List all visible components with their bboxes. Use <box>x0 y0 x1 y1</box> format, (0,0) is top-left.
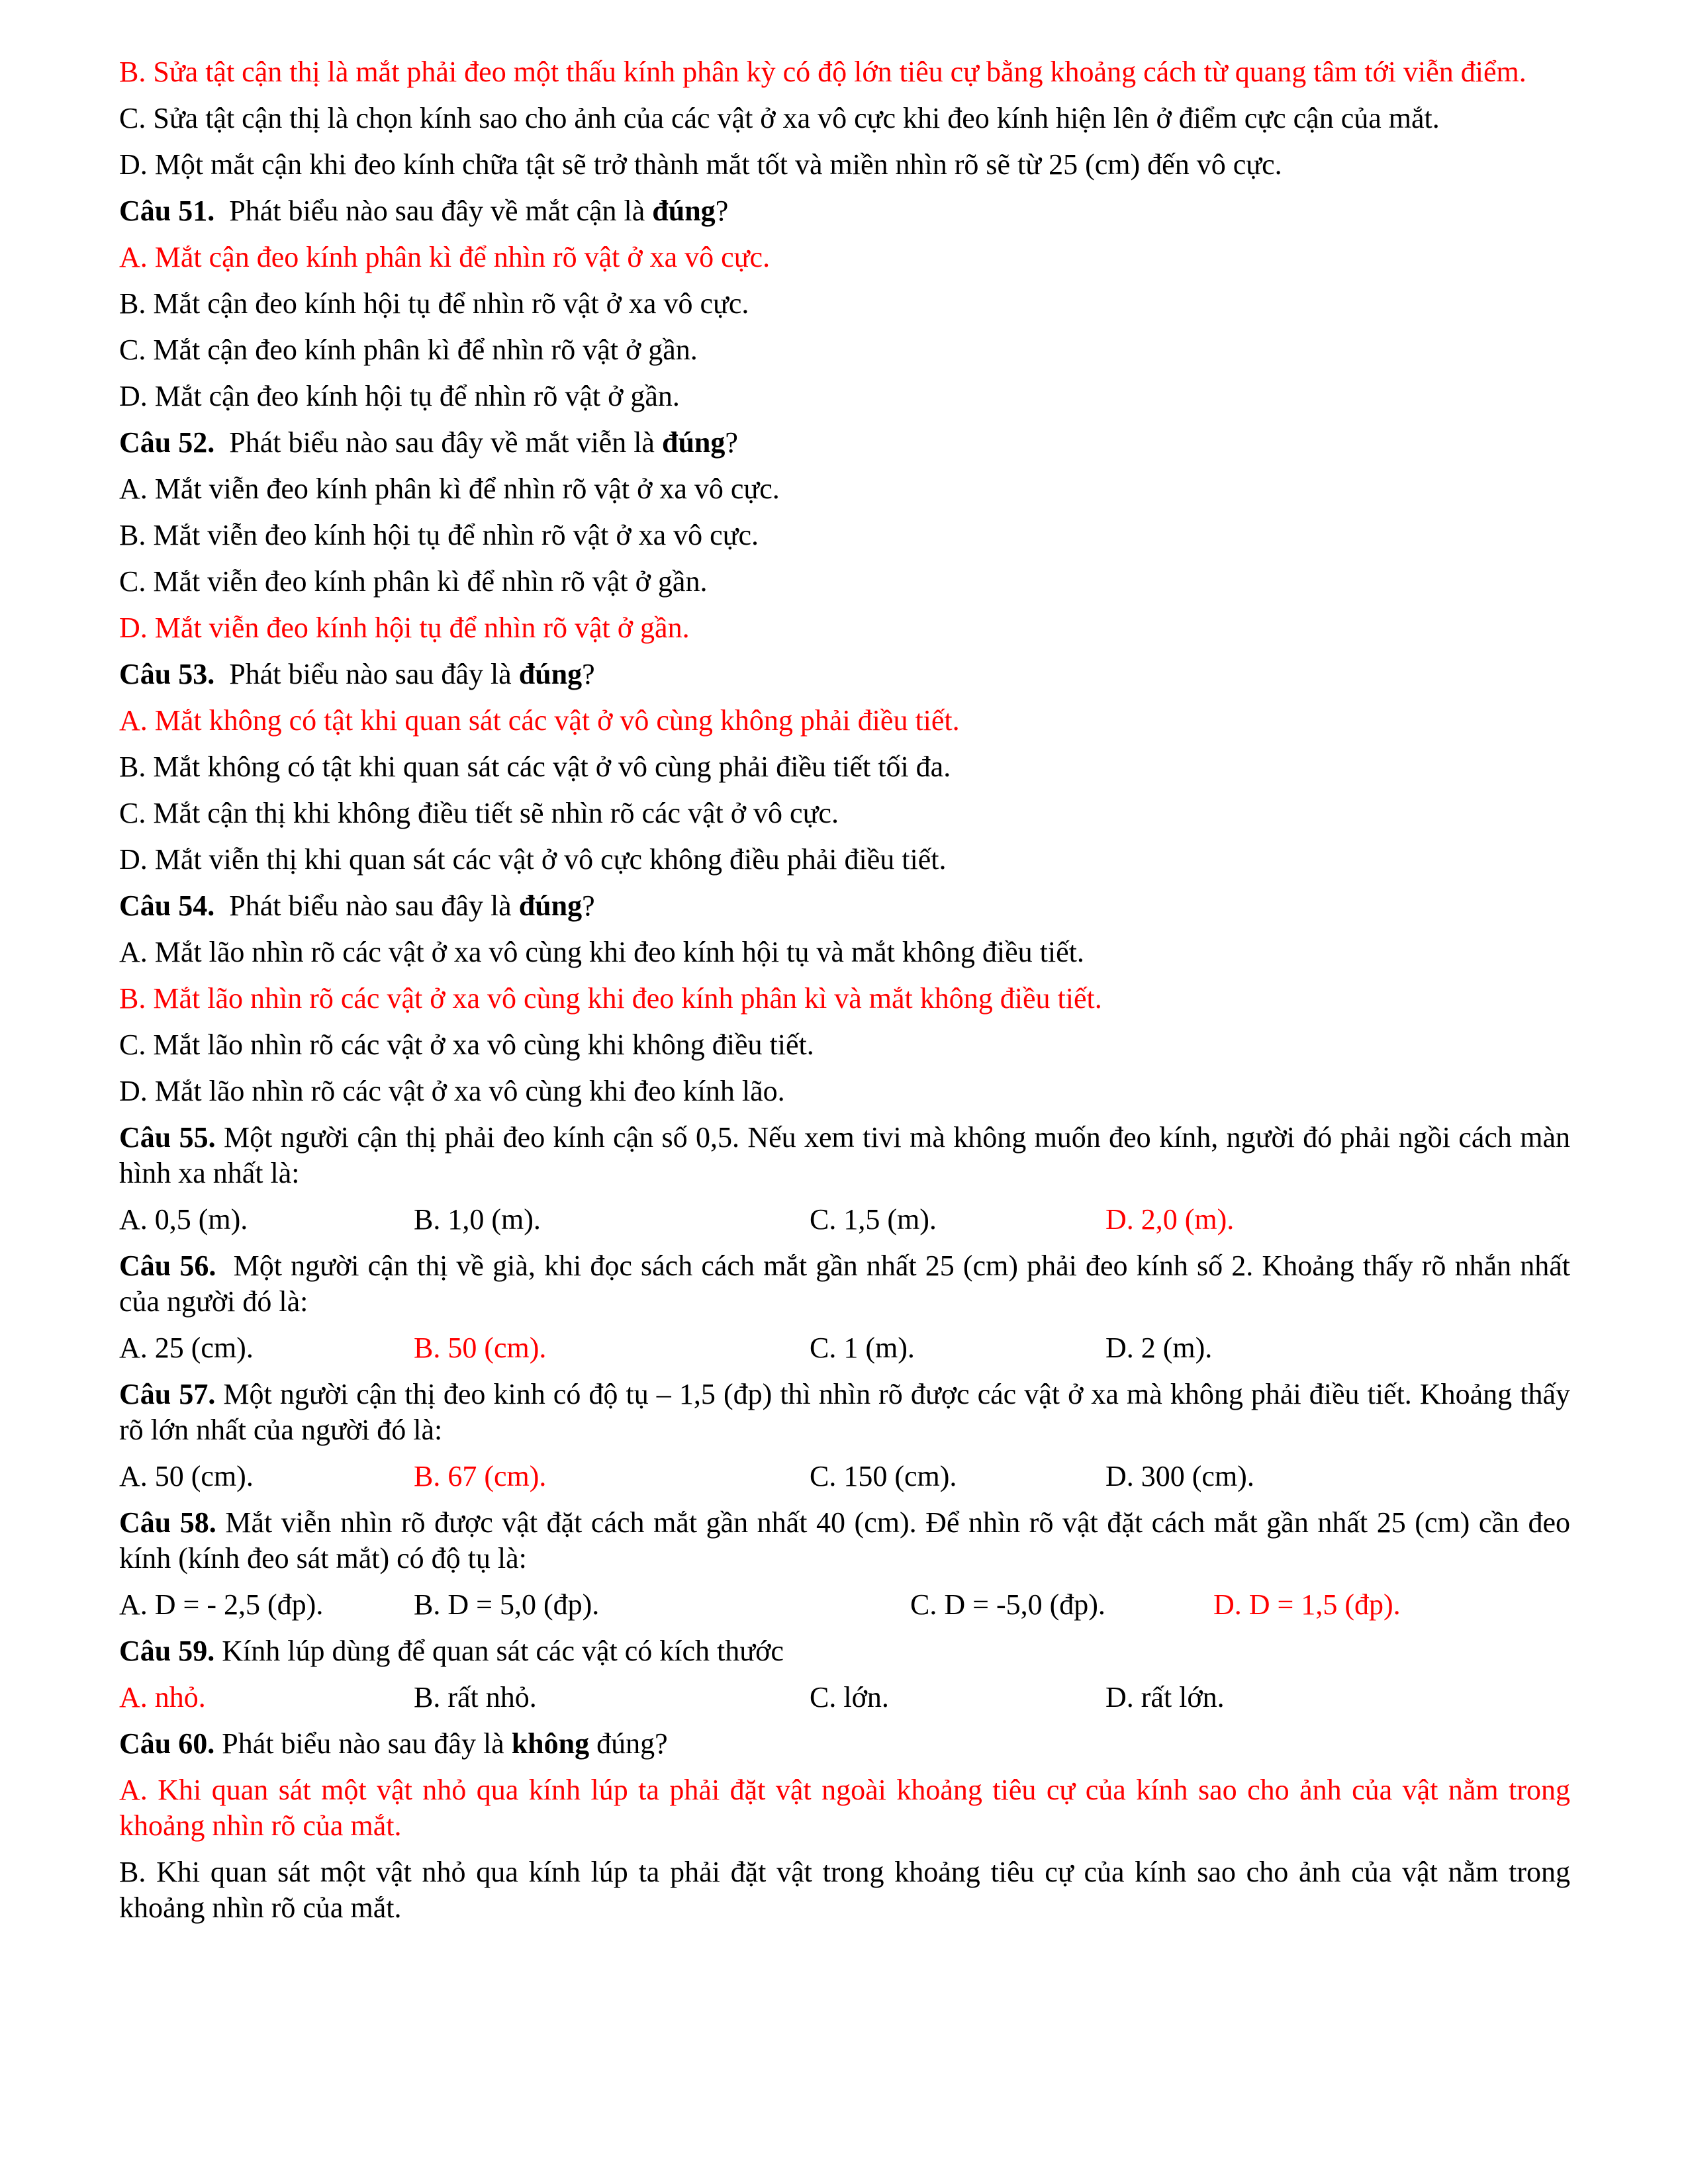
question-stem-emphasis: đúng <box>518 889 583 922</box>
q54-option-b: B. Mắt lão nhìn rõ các vật ở xa vô cùng khi đeo kính phân kì và mắt không điều tiết. <box>119 982 1102 1015</box>
question-number: Câu 58. <box>119 1506 216 1539</box>
q54-option-c: C. Mắt lão nhìn rõ các vật ở xa vô cùng khi không điều tiết. <box>119 1028 814 1061</box>
q52-option-d: D. Mắt viễn đeo kính hội tụ để nhìn rõ vật ở gần. <box>119 612 690 644</box>
question-stem-end: ? <box>582 889 595 922</box>
q54-option-d: D. Mắt lão nhìn rõ các vật ở xa vô cùng khi đeo kính lão. <box>119 1075 785 1107</box>
question-number: Câu 51. <box>119 195 215 227</box>
question-57 <box>119 1377 1570 1448</box>
question-stem: Kính lúp dùng để quan sát các vật có kích thước <box>222 1635 784 1667</box>
q56-option-b: B. 50 (cm). <box>414 1332 547 1364</box>
question-54 <box>119 888 1570 924</box>
question-number: Câu 57. <box>119 1378 216 1410</box>
question-stem-end: ? <box>725 426 738 459</box>
question-56 <box>119 1248 1570 1320</box>
q53-option-d: D. Mắt viễn thị khi quan sát các vật ở vô cực không điều phải điều tiết. <box>119 843 947 876</box>
q60-option-a: A. Khi quan sát một vật nhỏ qua kính lúp ta phải đặt vật ngoài khoảng tiêu cự của kính sao cho ảnh của vật nằm trong khoảng nhìn rõ của mắt. <box>119 1774 1570 1842</box>
q51-option-d: D. Mắt cận đeo kính hội tụ để nhìn rõ vật ở gần. <box>119 380 680 412</box>
question-stem: Phát biểu nào sau đây là <box>229 658 519 690</box>
q57-option-d: D. 300 (cm). <box>1105 1460 1254 1492</box>
q60-option-b: B. Khi quan sát một vật nhỏ qua kính lúp ta phải đặt vật trong khoảng tiêu cự của kính sao cho ảnh của vật nằm trong khoảng nhìn rõ của mắt. <box>119 1856 1570 1924</box>
question-stem: Một người cận thị đeo kinh có độ tụ – 1,5 (đp) thì nhìn rõ được các vật ở xa mà không phải điều tiết. Khoảng thấy rõ lớn nhất của người đó là: <box>119 1378 1571 1446</box>
question-stem-emphasis: đúng <box>661 426 726 459</box>
question-stem-end: ? <box>582 658 595 690</box>
q52-option-b: B. Mắt viễn đeo kính hội tụ để nhìn rõ vật ở xa vô cực. <box>119 519 759 551</box>
question-60 <box>119 1726 1570 1762</box>
q51-option-b: B. Mắt cận đeo kính hội tụ để nhìn rõ vật ở xa vô cực. <box>119 287 749 320</box>
q58-option-b: B. D = 5,0 (đp). <box>414 1588 600 1621</box>
q57-option-c: C. 150 (cm). <box>810 1460 957 1492</box>
q53-option-b: B. Mắt không có tật khi quan sát các vật ở vô cùng phải điều tiết tối đa. <box>119 751 951 783</box>
q56-option-c: C. 1 (m). <box>810 1332 915 1364</box>
q59-option-b: B. rất nhỏ. <box>414 1681 537 1713</box>
question-number: Câu 55. <box>119 1121 216 1154</box>
question-stem-emphasis: không <box>511 1727 590 1760</box>
q55-option-d: D. 2,0 (m). <box>1105 1203 1235 1236</box>
question-stem: Một người cận thị về già, khi đọc sách cách mắt gần nhất 25 (cm) phải đeo kính số 2. Khoảng thấy rõ nhắn nhất của người đó là: <box>119 1250 1570 1318</box>
question-stem-emphasis: đúng <box>652 195 716 227</box>
question-number: Câu 60. <box>119 1727 215 1760</box>
question-55 <box>119 1120 1570 1191</box>
question-59 <box>119 1633 1570 1669</box>
q57-options <box>119 1459 1570 1494</box>
q55-option-a: A. 0,5 (m). <box>119 1203 248 1236</box>
q59-options <box>119 1680 1570 1715</box>
q56-option-d: D. 2 (m). <box>1105 1332 1213 1364</box>
q56-options <box>119 1330 1570 1366</box>
q51-option-a: A. Mắt cận đeo kính phân kì để nhìn rõ vật ở xa vô cực. <box>119 241 771 273</box>
q58-option-d: D. D = 1,5 (đp). <box>1213 1588 1401 1621</box>
question-number: Câu 52. <box>119 426 215 459</box>
q54-option-a: A. Mắt lão nhìn rõ các vật ở xa vô cùng khi đeo kính hội tụ và mắt không điều tiết. <box>119 936 1084 968</box>
question-stem: Phát biểu nào sau đây về mắt cận là <box>229 195 653 227</box>
question-stem: Phát biểu nào sau đây là <box>222 1727 512 1760</box>
question-52 <box>119 425 1570 461</box>
question-58 <box>119 1505 1570 1576</box>
q51-option-c: C. Mắt cận đeo kính phân kì để nhìn rõ vật ở gần. <box>119 334 698 366</box>
q57-option-a: A. 50 (cm). <box>119 1460 254 1492</box>
q59-option-a: A. nhỏ. <box>119 1681 206 1713</box>
question-number: Câu 54. <box>119 889 215 922</box>
question-number: Câu 53. <box>119 658 215 690</box>
q55-option-c: C. 1,5 (m). <box>810 1203 937 1236</box>
question-number: Câu 59. <box>119 1635 215 1667</box>
q53-option-a: A. Mắt không có tật khi quan sát các vật ở vô cùng không phải điều tiết. <box>119 704 960 737</box>
question-stem: Mắt viễn nhìn rõ được vật đặt cách mắt gần nhất 40 (cm). Để nhìn rõ vật đặt cách mắt gần nhất 25 (cm) cần đeo kính (kính đeo sát mắt) có độ tụ là: <box>119 1506 1571 1574</box>
q58-options <box>119 1587 1570 1623</box>
question-51 <box>119 193 1570 229</box>
q58-option-c: C. D = -5,0 (đp). <box>910 1588 1105 1621</box>
q57-option-b: B. 67 (cm). <box>414 1460 547 1492</box>
q52-option-c: C. Mắt viễn đeo kính phân kì để nhìn rõ vật ở gần. <box>119 565 708 598</box>
question-stem-end: đúng? <box>589 1727 668 1760</box>
q53-option-c: C. Mắt cận thị khi không điều tiết sẽ nhìn rõ các vật ở vô cực. <box>119 797 839 829</box>
question-stem-end: ? <box>715 195 729 227</box>
q52-option-a: A. Mắt viễn đeo kính phân kì để nhìn rõ vật ở xa vô cực. <box>119 473 780 505</box>
intro-option-c: C. Sửa tật cận thị là chọn kính sao cho ảnh của các vật ở xa vô cực khi đeo kính hiện lên ở điểm cực cận của mắt. <box>119 102 1440 134</box>
question-stem: Phát biểu nào sau đây về mắt viễn là <box>229 426 662 459</box>
q55-option-b: B. 1,0 (m). <box>414 1203 541 1236</box>
question-number: Câu 56. <box>119 1250 216 1282</box>
question-stem: Phát biểu nào sau đây là <box>229 889 519 922</box>
intro-option-d: D. Một mắt cận khi đeo kính chữa tật sẽ trở thành mắt tốt và miền nhìn rõ sẽ từ 25 (cm) đến vô cực. <box>119 148 1282 181</box>
question-stem: Một người cận thị phải đeo kính cận số 0,5. Nếu xem tivi mà không muốn đeo kính, người đó phải ngồi cách màn hình xa nhất là: <box>119 1121 1571 1189</box>
intro-option-b: B. Sửa tật cận thị là mắt phải đeo một thấu kính phân kỳ có độ lớn tiêu cự bằng khoảng cách từ quang tâm tới viễn điểm. <box>119 56 1526 88</box>
question-53 <box>119 657 1570 692</box>
q56-option-a: A. 25 (cm). <box>119 1332 254 1364</box>
q59-option-d: D. rất lớn. <box>1105 1681 1225 1713</box>
q59-option-c: C. lớn. <box>810 1681 889 1713</box>
question-stem-emphasis: đúng <box>518 658 583 690</box>
q55-options <box>119 1202 1570 1238</box>
q58-option-a: A. D = - 2,5 (đp). <box>119 1588 324 1621</box>
